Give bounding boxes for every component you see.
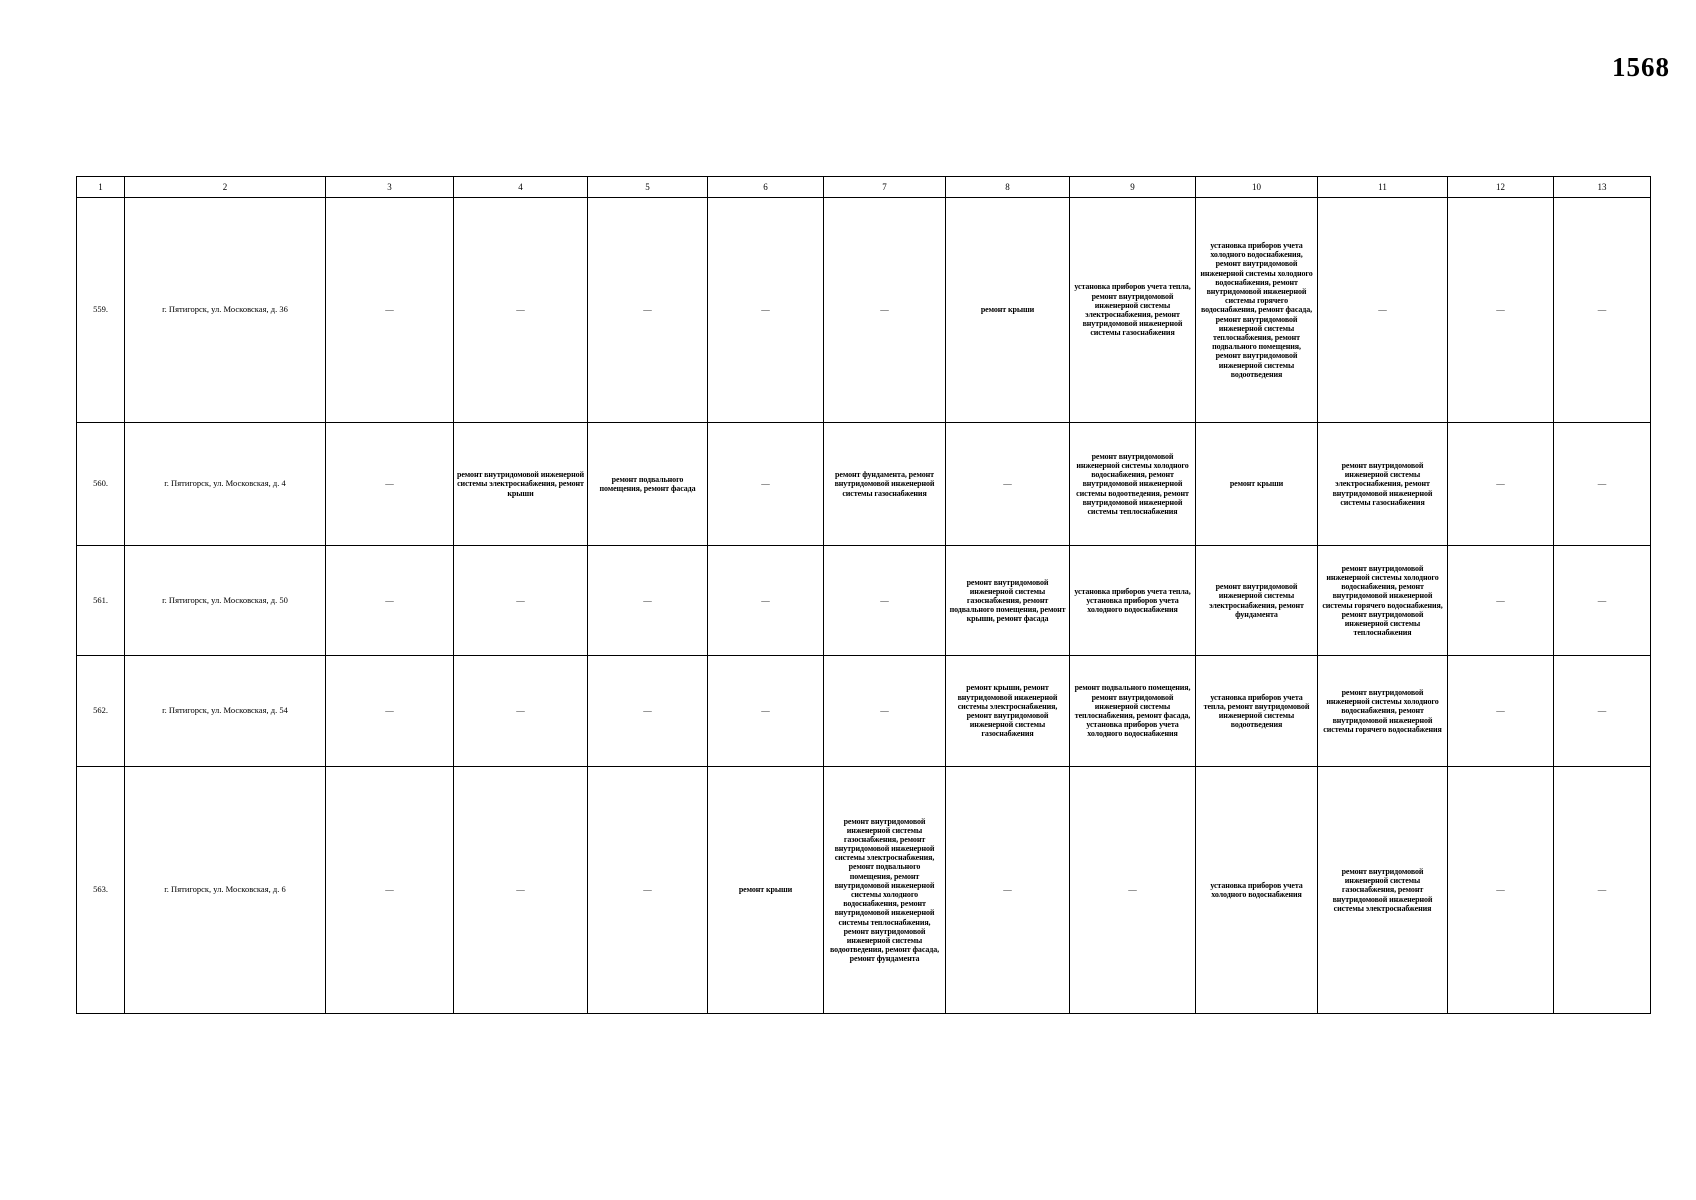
- address-cell: г. Пятигорск, ул. Московская, д. 54: [125, 656, 326, 767]
- work-cell: ремонт внутридомовой инженерной системы холодного водоснабжения, ремонт внутридомовой инженерной системы водоотведения, ремонт внутридомовой инженерной системы теплоснабжения: [1070, 423, 1196, 546]
- work-cell: установка приборов учета тепла, ремонт внутридомовой инженерной системы водоотведения: [1196, 656, 1318, 767]
- dash-cell: —: [1554, 198, 1651, 423]
- address-cell: г. Пятигорск, ул. Московская, д. 36: [125, 198, 326, 423]
- dash-cell: —: [1318, 198, 1448, 423]
- dash-cell: —: [1448, 198, 1554, 423]
- dash-cell: —: [824, 198, 946, 423]
- column-header: 8: [946, 177, 1070, 198]
- dash-cell: —: [1448, 656, 1554, 767]
- work-cell: ремонт внутридомовой инженерной системы электроснабжения, ремонт крыши: [454, 423, 588, 546]
- dash-cell: —: [946, 423, 1070, 546]
- address-cell: г. Пятигорск, ул. Московская, д. 4: [125, 423, 326, 546]
- dash-cell: —: [708, 423, 824, 546]
- work-cell: ремонт крыши, ремонт внутридомовой инженерной системы электроснабжения, ремонт внутридомовой инженерной системы газоснабжения: [946, 656, 1070, 767]
- work-cell: установка приборов учета холодного водоснабжения: [1196, 767, 1318, 1014]
- column-header: 7: [824, 177, 946, 198]
- dash-cell: —: [708, 198, 824, 423]
- column-number-header: [77, 177, 1651, 198]
- work-cell: ремонт внутридомовой инженерной системы электроснабжения, ремонт фундамента: [1196, 546, 1318, 656]
- row-number: 561.: [77, 546, 125, 656]
- dash-cell: —: [454, 546, 588, 656]
- column-header: 2: [125, 177, 326, 198]
- row-number: 562.: [77, 656, 125, 767]
- work-cell: ремонт внутридомовой инженерной системы газоснабжения, ремонт подвального помещения, ремонт крыши, ремонт фасада: [946, 546, 1070, 656]
- table-row: [77, 423, 1651, 546]
- dash-cell: —: [1554, 423, 1651, 546]
- dash-cell: —: [588, 198, 708, 423]
- dash-cell: —: [708, 546, 824, 656]
- dash-cell: —: [1448, 546, 1554, 656]
- address-cell: г. Пятигорск, ул. Московская, д. 6: [125, 767, 326, 1014]
- dash-cell: —: [1554, 656, 1651, 767]
- dash-cell: —: [1554, 546, 1651, 656]
- column-header: 1: [77, 177, 125, 198]
- work-cell: ремонт крыши: [1196, 423, 1318, 546]
- table-row: [77, 767, 1651, 1014]
- work-cell: ремонт крыши: [708, 767, 824, 1014]
- dash-cell: —: [326, 656, 454, 767]
- dash-cell: —: [946, 767, 1070, 1014]
- table-row: [77, 656, 1651, 767]
- column-header: 3: [326, 177, 454, 198]
- dash-cell: —: [1448, 423, 1554, 546]
- dash-cell: —: [824, 656, 946, 767]
- work-cell: ремонт крыши: [946, 198, 1070, 423]
- dash-cell: —: [326, 198, 454, 423]
- row-number: 559.: [77, 198, 125, 423]
- dash-cell: —: [588, 546, 708, 656]
- work-cell: ремонт внутридомовой инженерной системы электроснабжения, ремонт внутридомовой инженерной системы газоснабжения: [1318, 423, 1448, 546]
- work-cell: установка приборов учета тепла, ремонт внутридомовой инженерной системы электроснабжения, ремонт внутридомовой инженерной системы газоснабжения: [1070, 198, 1196, 423]
- dash-cell: —: [1070, 767, 1196, 1014]
- work-cell: ремонт внутридомовой инженерной системы холодного водоснабжения, ремонт внутридомовой инженерной системы горячего водоснабжения: [1318, 656, 1448, 767]
- dash-cell: —: [824, 546, 946, 656]
- work-cell: ремонт внутридомовой инженерной системы холодного водоснабжения, ремонт внутридомовой инженерной системы горячего водоснабжения, ремонт внутридомовой инженерной системы теплоснабжения: [1318, 546, 1448, 656]
- column-header: 13: [1554, 177, 1651, 198]
- dash-cell: —: [1448, 767, 1554, 1014]
- column-header: 4: [454, 177, 588, 198]
- dash-cell: —: [454, 767, 588, 1014]
- work-cell: ремонт фундамента, ремонт внутридомовой инженерной системы газоснабжения: [824, 423, 946, 546]
- dash-cell: —: [708, 656, 824, 767]
- table-row: [77, 546, 1651, 656]
- row-number: 560.: [77, 423, 125, 546]
- column-header: 11: [1318, 177, 1448, 198]
- work-cell: ремонт подвального помещения, ремонт фасада: [588, 423, 708, 546]
- row-number: 563.: [77, 767, 125, 1014]
- column-header: 9: [1070, 177, 1196, 198]
- dash-cell: —: [588, 767, 708, 1014]
- column-header: 5: [588, 177, 708, 198]
- dash-cell: —: [1554, 767, 1651, 1014]
- dash-cell: —: [454, 656, 588, 767]
- column-header: 10: [1196, 177, 1318, 198]
- dash-cell: —: [326, 546, 454, 656]
- dash-cell: —: [454, 198, 588, 423]
- dash-cell: —: [326, 767, 454, 1014]
- dash-cell: —: [326, 423, 454, 546]
- column-header: 6: [708, 177, 824, 198]
- work-cell: установка приборов учета тепла, установка приборов учета холодного водоснабжения: [1070, 546, 1196, 656]
- page-number: 1568: [1612, 52, 1670, 82]
- work-cell: ремонт подвального помещения, ремонт внутридомовой инженерной системы теплоснабжения, ремонт фасада, установка приборов учета холодного водоснабжения: [1070, 656, 1196, 767]
- repair-register-table: [76, 176, 1651, 1014]
- table-row: [77, 198, 1651, 423]
- work-cell: установка приборов учета холодного водоснабжения, ремонт внутридомовой инженерной системы холодного водоснабжения, ремонт внутридомовой инженерной системы горячего водоснабжения, ремонт фасада, ремонт внутридомовой инженерной системы теплоснабжения, ремонт подвального помещения, ремонт внутридомовой инженерной системы водоотведения: [1196, 198, 1318, 423]
- address-cell: г. Пятигорск, ул. Московская, д. 50: [125, 546, 326, 656]
- dash-cell: —: [588, 656, 708, 767]
- column-header: 12: [1448, 177, 1554, 198]
- work-cell: ремонт внутридомовой инженерной системы газоснабжения, ремонт внутридомовой инженерной системы электроснабжения: [1318, 767, 1448, 1014]
- work-cell: ремонт внутридомовой инженерной системы газоснабжения, ремонт внутридомовой инженерной системы электроснабжения, ремонт подвального помещения, ремонт внутридомовой инженерной системы холодного водоснабжения, ремонт внутридомовой инженерной системы теплоснабжения, ремонт внутридомовой инженерной системы водоотведения, ремонт фасада, ремонт фундамента: [824, 767, 946, 1014]
